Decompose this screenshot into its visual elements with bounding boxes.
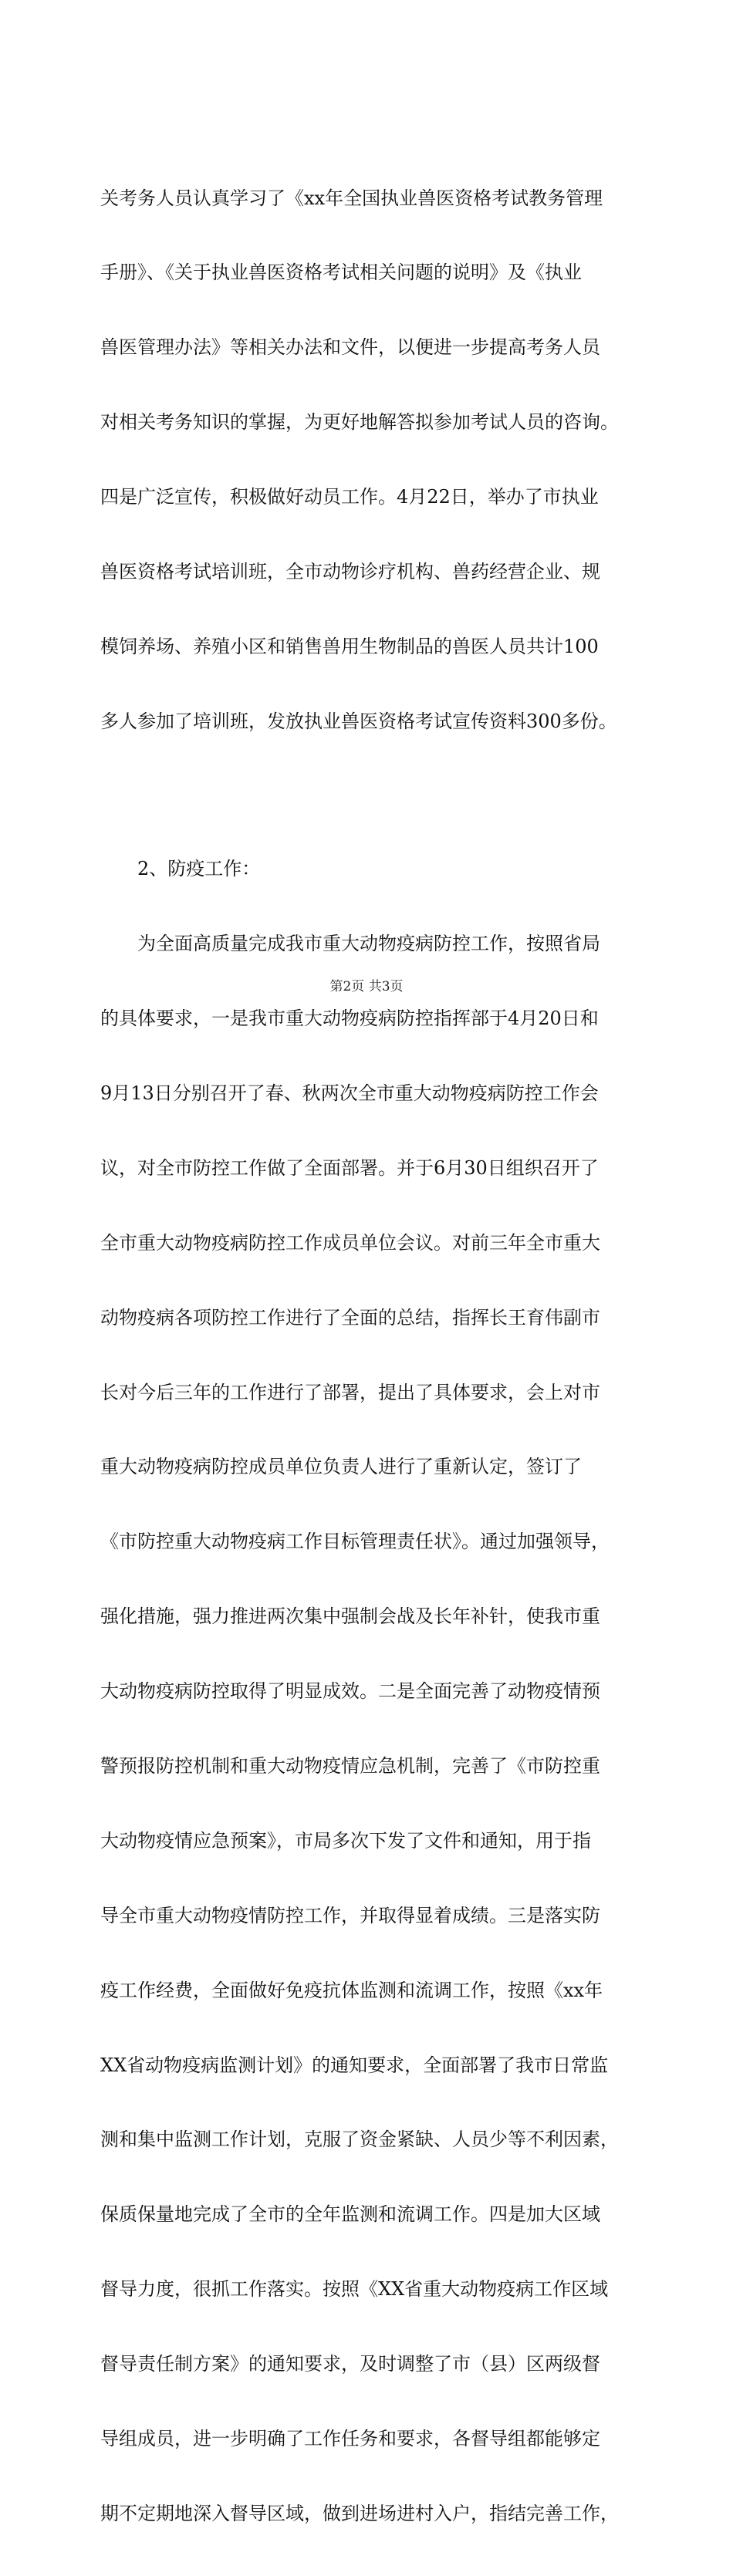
text-line: 强化措施，强力推进两次集中强制会战及长年补针，使我市重 (100, 1605, 600, 1628)
text-line: 模饲养场、养殖小区和销售兽用生物制品的兽医人员共计100 (100, 635, 599, 657)
text-line: XX省动物疫病监测计划》的通知要求，全面部署了我市日常监 (100, 2054, 609, 2076)
text-line: 议，对全市防控工作做了全面部署。并于6月30日组织召开了 (100, 1156, 599, 1179)
text-line: 对相关考务知识的掌握，为更好地解答拟参加考试人员的咨询。 (100, 411, 619, 434)
text-line: 导全市重大动物疫情防控工作，并取得显着成绩。三是落实防 (100, 1904, 600, 1926)
text-line: 测和集中监测工作计划，克服了资金紧缺、人员少等不利因素， (100, 2129, 619, 2151)
text-line: 大动物疫病防控取得了明显成效。二是全面完善了动物疫情预 (100, 1680, 600, 1703)
text-line: 的具体要求，一是我市重大动物疫病防控指挥部于4月20日和 (100, 1008, 599, 1030)
text-line: 动物疫病各项防控工作进行了全面的总结，指挥长王育伟副市 (100, 1306, 600, 1329)
text-line: 兽医管理办法》等相关办法和文件，以便进一步提高考务人员 (100, 336, 600, 359)
text-line: 保质保量地完成了全市的全年监测和流调工作。四是加大区域 (100, 2203, 600, 2226)
paragraph-spacer (100, 784, 640, 807)
text-line: 兽医资格考试培训班，全市动物诊疗机构、兽药经营企业、规 (100, 561, 600, 583)
text-line: 重大动物疫病防控成员单位负责人进行了重新认定，签订了 (100, 1456, 582, 1478)
text-line: 督导力度，很抓工作落实。按照《XX省重大动物疫病工作区域 (100, 2278, 609, 2301)
text-line: 督导责任制方案》的通知要求，及时调整了市（县）区两级督 (100, 2353, 600, 2375)
paragraph-examination-staff (100, 136, 640, 784)
text-line: 长对今后三年的工作进行了部署，提出了具体要求，会上对市 (100, 1381, 600, 1403)
text-line: 为全面高质量完成我市重大动物疫病防控工作，按照省局 (137, 933, 600, 955)
text-line: 手册》、《关于执业兽医资格考试相关问题的说明》及《执业 (100, 262, 582, 284)
text-line: 《市防控重大动物疫病工作目标管理责任状》。通过加强领导， (100, 1531, 610, 1553)
text-line: 期不定期地深入督导区域，做到进场进村入户，指结完善工作， (100, 2502, 619, 2524)
text-line: 导组成员，进一步明确了工作任务和要求，各督导组都能够定 (100, 2428, 600, 2450)
text-line: 大动物疫情应急预案》，市局多次下发了文件和通知，用于指 (100, 1829, 591, 1852)
text-line: 全市重大动物疫病防控工作成员单位会议。对前三年全市重大 (100, 1231, 600, 1254)
text-line: 警预报防控机制和重大动物疫情应急机制，完善了《市防控重 (100, 1755, 600, 1777)
page-number-footer: 第2页 共3页 (329, 979, 404, 994)
text-line: 关考务人员认真学习了《xx年全国执业兽医资格考试教务管理 (100, 187, 603, 209)
document-body (100, 136, 640, 2576)
text-line: 四是广泛宣传，积极做好动员工作。4月22日，举办了市执业 (100, 486, 599, 508)
text-line: 多人参加了培训班，发放执业兽医资格考试宣传资料300多份。 (100, 710, 617, 732)
text-line: 疫工作经费，全面做好免疫抗体监测和流调工作，按照《xx年 (100, 1979, 603, 2001)
section-heading: 2、防疫工作： (137, 858, 261, 880)
text-line: 9月13日分别召开了春、秋两次全市重大动物疫病防控工作会 (100, 1082, 599, 1104)
section-epidemic-prevention (100, 807, 640, 2576)
